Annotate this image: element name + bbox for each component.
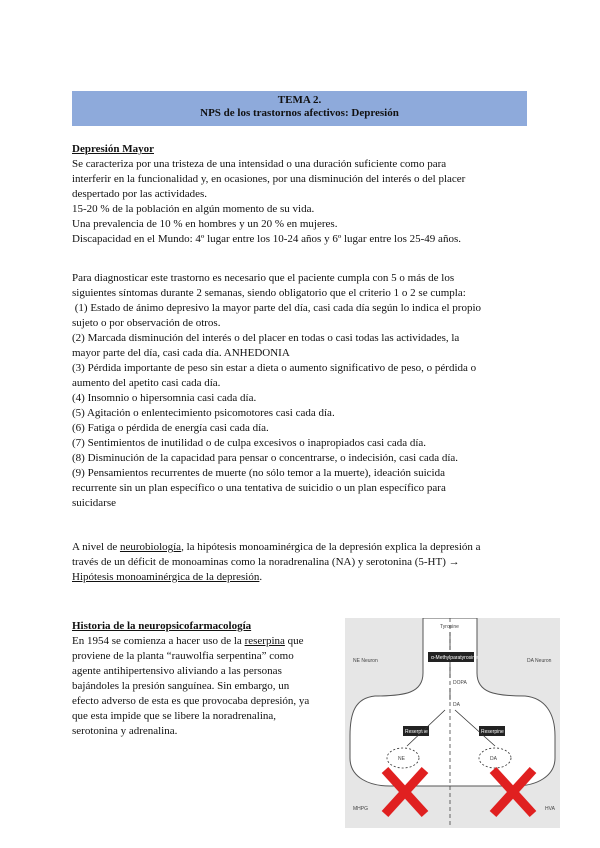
text-run: En 1954 se comienza a hacer uso de la: [72, 635, 245, 647]
paragraph-line: agente antihipertensivo aliviando a las personas: [72, 665, 282, 677]
text-run: que: [284, 635, 304, 647]
criterion-line: (5) Agitación o enlentecimiento psicomotores casi cada día.: [72, 407, 335, 419]
paragraph-line: proviene de la planta “rauwolfia serpentina” como: [72, 650, 294, 662]
paragraph-line: [72, 570, 542, 585]
criterion-line: recurrente sin un plan específico o una tentativa de suicidio o un plan específico para: [72, 482, 446, 494]
criterion-line: (4) Insomnio o hipersomnia casi cada día.: [72, 392, 257, 404]
dopa-label: DOPA: [453, 680, 467, 686]
criterion-line: (7) Sentimientos de inutilidad o de culpa excesivos o inapropiados casi cada día.: [72, 437, 427, 449]
title-line-2: NPS de los trastornos afectivos: Depresión: [200, 107, 399, 119]
da-vesicle-label: DA: [490, 756, 497, 762]
tyrosine-label: Tyrosine: [440, 624, 459, 630]
criterion-line: aumento del apetito casi cada día.: [72, 377, 221, 389]
section-diagnostico: [72, 271, 542, 511]
paragraph-line: Discapacidad en el Mundo: 4º lugar entre los 10-24 años y 6º lugar entre los 25-49 años.: [72, 233, 461, 245]
reserpine-diagram: [345, 618, 560, 828]
criterion-line: (6) Fatiga o pérdida de energía casi cada día.: [72, 422, 269, 434]
ne-neuron-label: NE Neuron: [353, 658, 378, 664]
paragraph-line: que esta impide que se libere la noradrenalina,: [72, 710, 277, 722]
criterion-line: (1) Estado de ánimo depresivo la mayor parte del día, casi cada día según lo indica el propio: [72, 302, 481, 314]
paragraph-line: [72, 634, 342, 649]
da-label: DA: [453, 702, 460, 708]
paragraph-line: interferir en la funcionalidad y, en ocasiones, por una disminución del interés o del placer: [72, 173, 466, 185]
enzyme-label: α-Methylparatyrosine: [431, 655, 478, 661]
text-run: , la hipótesis monoaminérgica de la depresión explica la depresión a: [181, 541, 481, 553]
paragraph-line: despertado por las actividades.: [72, 188, 208, 200]
paragraph-line: Se caracteriza por una tristeza de una intensidad o una duración suficiente como para: [72, 158, 447, 170]
paragraph-line: bajándoles la presión sanguínea. Sin embargo, un: [72, 680, 290, 692]
title-line-1: TEMA 2.: [277, 94, 322, 106]
criterion-line: suicidarse: [72, 497, 116, 509]
title-banner: [72, 91, 527, 126]
hipotesis-link[interactable]: Hipótesis monoaminérgica de la depresión: [72, 571, 260, 583]
da-neuron-label: DA Neuron: [527, 658, 552, 664]
paragraph-line: Para diagnosticar este trastorno es necesario que el paciente cumpla con 5 o más de los: [72, 272, 455, 284]
mhpg-label: MHPG: [353, 806, 368, 812]
criterion-line: (9) Pensamientos recurrentes de muerte (no sólo temor a la muerte), ideación suicida: [72, 467, 445, 479]
paragraph-line: 15-20 % de la población en algún momento de su vida.: [72, 203, 315, 215]
paragraph-line: Una prevalencia de 10 % en hombres y un 20 % en mujeres.: [72, 218, 338, 230]
text-run: .: [259, 571, 263, 583]
reserpine-label-left: Reserpine: [405, 729, 428, 735]
neurobiologia-link[interactable]: neurobiología: [119, 541, 182, 553]
criterion-line: (3) Pérdida importante de peso sin estar a dieta o aumento significativo de peso, o pérdida o: [72, 362, 477, 374]
section-depresion-mayor: [72, 142, 542, 247]
paragraph-line: efecto adverso de esta es que provocaba depresión, ya: [72, 695, 310, 707]
section-historia: [72, 619, 342, 739]
reserpina-link[interactable]: reserpina: [244, 635, 285, 647]
section-heading: Historia de la neuropsicofarmacología: [72, 620, 252, 632]
paragraph-line: [72, 540, 542, 555]
ne-vesicle-label: NE: [398, 756, 405, 762]
criterion-line: (8) Disminución de la capacidad para pensar o concentrarse, o indecisión, casi cada día.: [72, 452, 459, 464]
paragraph-line: través de un déficit de monoaminas como la noradrenalina (NA) y serotonina (5-HT) →: [72, 556, 460, 568]
hva-label: HVA: [545, 806, 555, 812]
section-neurobiologia: [72, 540, 542, 585]
criterion-line: (2) Marcada disminución del interés o del placer en todas o casi todas las actividades, la: [72, 332, 460, 344]
section-heading: Depresión Mayor: [72, 143, 154, 155]
diagram-svg: [345, 618, 560, 828]
text-run: A nivel de: [72, 541, 120, 553]
criterion-line: sujeto o por observación de otros.: [72, 317, 221, 329]
reserpine-label-right: Reserpine: [481, 729, 504, 735]
paragraph-line: serotonina y adrenalina.: [72, 725, 178, 737]
paragraph-line: siguientes síntomas durante 2 semanas, siendo obligatorio que el criterio 1 o 2 se cumpla:: [72, 287, 466, 299]
criterion-line: mayor parte del día, casi cada día. ANHEDONIA: [72, 347, 290, 359]
